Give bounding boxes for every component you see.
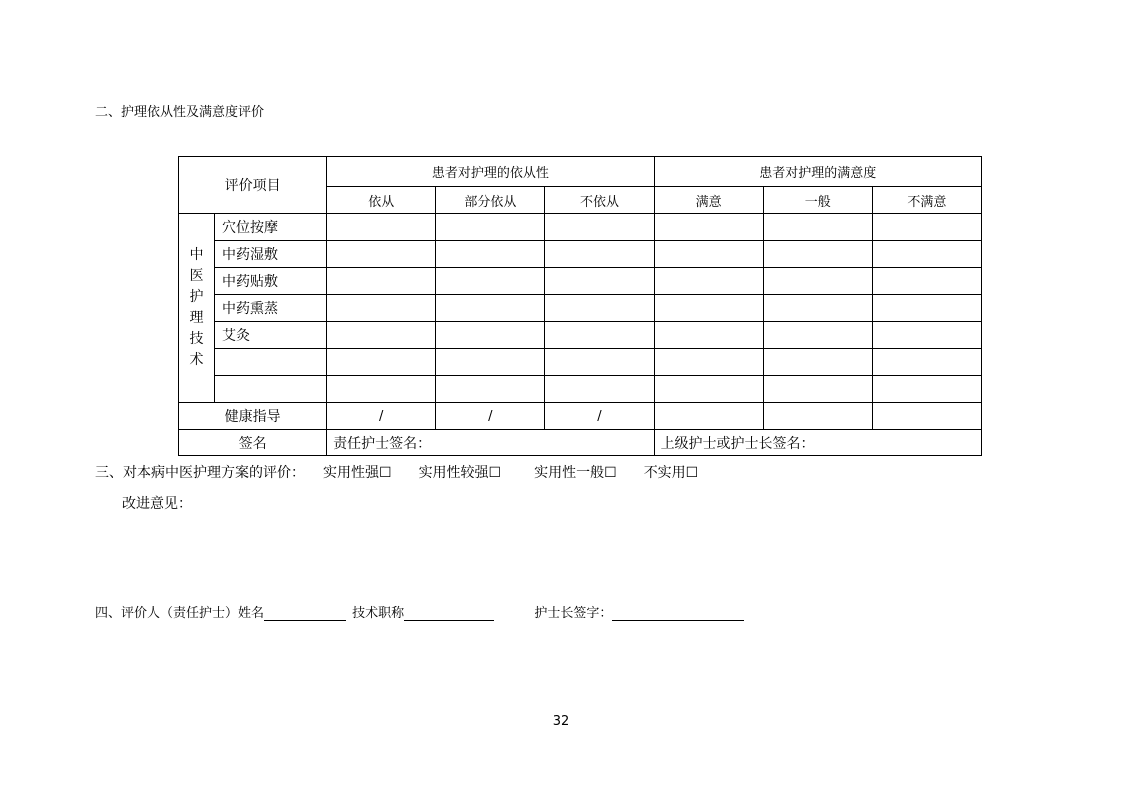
table-cell[interactable] [436, 376, 545, 403]
table-cell[interactable] [872, 322, 981, 349]
head-nurse-sign-field[interactable] [612, 605, 744, 621]
suggestion-label: 改进意见： [122, 496, 192, 512]
item-header: 评价项目 [179, 157, 327, 214]
col-partial-comply: 部分依从 [436, 187, 545, 214]
table-cell[interactable] [545, 322, 654, 349]
signature-label: 签名 [179, 430, 327, 456]
option-average[interactable]: 实用性一般☐ [534, 465, 617, 481]
slash-cell: / [327, 403, 436, 430]
tcm-item: 中药贴敷 [215, 268, 327, 295]
table-cell[interactable] [763, 241, 872, 268]
col-not-comply: 不依从 [545, 187, 654, 214]
table-cell[interactable] [763, 268, 872, 295]
compliance-header: 患者对护理的依从性 [327, 157, 654, 187]
table-cell[interactable] [872, 295, 981, 322]
col-not-satisfied: 不满意 [872, 187, 981, 214]
table-cell[interactable] [763, 214, 872, 241]
table-cell[interactable] [872, 268, 981, 295]
page-number: 32 [552, 714, 570, 729]
table-cell[interactable] [436, 241, 545, 268]
col-comply: 依从 [327, 187, 436, 214]
table-cell[interactable] [654, 322, 763, 349]
table-cell[interactable] [436, 322, 545, 349]
section3 [95, 462, 698, 482]
slash-cell: / [436, 403, 545, 430]
col-satisfied: 满意 [654, 187, 763, 214]
tcm-item: 中药湿敷 [215, 241, 327, 268]
option-not-practical[interactable]: 不实用☐ [643, 465, 699, 481]
evaluation-table [178, 156, 982, 456]
evaluator-name-field[interactable] [264, 605, 346, 621]
title-label: 技术职称 [352, 606, 405, 621]
table-cell[interactable] [872, 241, 981, 268]
table-cell[interactable] [763, 295, 872, 322]
table-cell[interactable] [545, 349, 654, 376]
tcm-item[interactable] [215, 376, 327, 403]
table-cell[interactable] [763, 349, 872, 376]
option-very-practical[interactable]: 实用性强☐ [323, 465, 392, 481]
table-cell[interactable] [327, 349, 436, 376]
table-cell[interactable] [654, 241, 763, 268]
section4 [95, 602, 744, 621]
table-cell[interactable] [545, 268, 654, 295]
slash-cell: / [545, 403, 654, 430]
nurse-signature[interactable]: 责任护士签名： [327, 430, 654, 456]
table-cell[interactable] [545, 295, 654, 322]
head-nurse-signature[interactable]: 上级护士或护士长签名： [654, 430, 981, 456]
table-cell[interactable] [545, 214, 654, 241]
table-cell[interactable] [545, 241, 654, 268]
table-cell[interactable] [327, 322, 436, 349]
col-average: 一般 [763, 187, 872, 214]
table-cell[interactable] [327, 241, 436, 268]
table-cell[interactable] [872, 376, 981, 403]
option-practical[interactable]: 实用性较强☐ [418, 465, 502, 481]
table-cell[interactable] [327, 268, 436, 295]
satisfaction-header: 患者对护理的满意度 [654, 157, 981, 187]
table-cell[interactable] [327, 214, 436, 241]
table-cell[interactable] [872, 403, 981, 430]
section2-title: 二、护理依从性及满意度评价 [95, 105, 265, 120]
table-cell[interactable] [763, 403, 872, 430]
tcm-item: 中药熏蒸 [215, 295, 327, 322]
table-cell[interactable] [763, 376, 872, 403]
table-cell[interactable] [654, 376, 763, 403]
table-cell[interactable] [545, 376, 654, 403]
table-cell[interactable] [436, 268, 545, 295]
table-cell[interactable] [327, 295, 436, 322]
evaluator-name-label: 四、评价人（责任护士）姓名 [95, 606, 265, 621]
table-cell[interactable] [872, 349, 981, 376]
table-cell[interactable] [654, 214, 763, 241]
tcm-group-cell [179, 214, 215, 403]
section3-label: 三、对本病中医护理方案的评价： [95, 465, 305, 481]
table-cell[interactable] [654, 295, 763, 322]
table-cell[interactable] [327, 376, 436, 403]
table-cell[interactable] [872, 214, 981, 241]
table-cell[interactable] [654, 403, 763, 430]
tcm-item: 艾灸 [215, 322, 327, 349]
table-cell[interactable] [436, 295, 545, 322]
table-cell[interactable] [654, 268, 763, 295]
table-cell[interactable] [436, 349, 545, 376]
table-cell[interactable] [654, 349, 763, 376]
head-nurse-sign-label: 护士长签字： [534, 606, 613, 621]
table-cell[interactable] [763, 322, 872, 349]
table-cell[interactable] [436, 214, 545, 241]
tcm-group-label: 中医护理技术 [189, 247, 204, 368]
title-field[interactable] [404, 605, 494, 621]
tcm-item: 穴位按摩 [215, 214, 327, 241]
tcm-item[interactable] [215, 349, 327, 376]
health-guidance-label: 健康指导 [179, 403, 327, 430]
